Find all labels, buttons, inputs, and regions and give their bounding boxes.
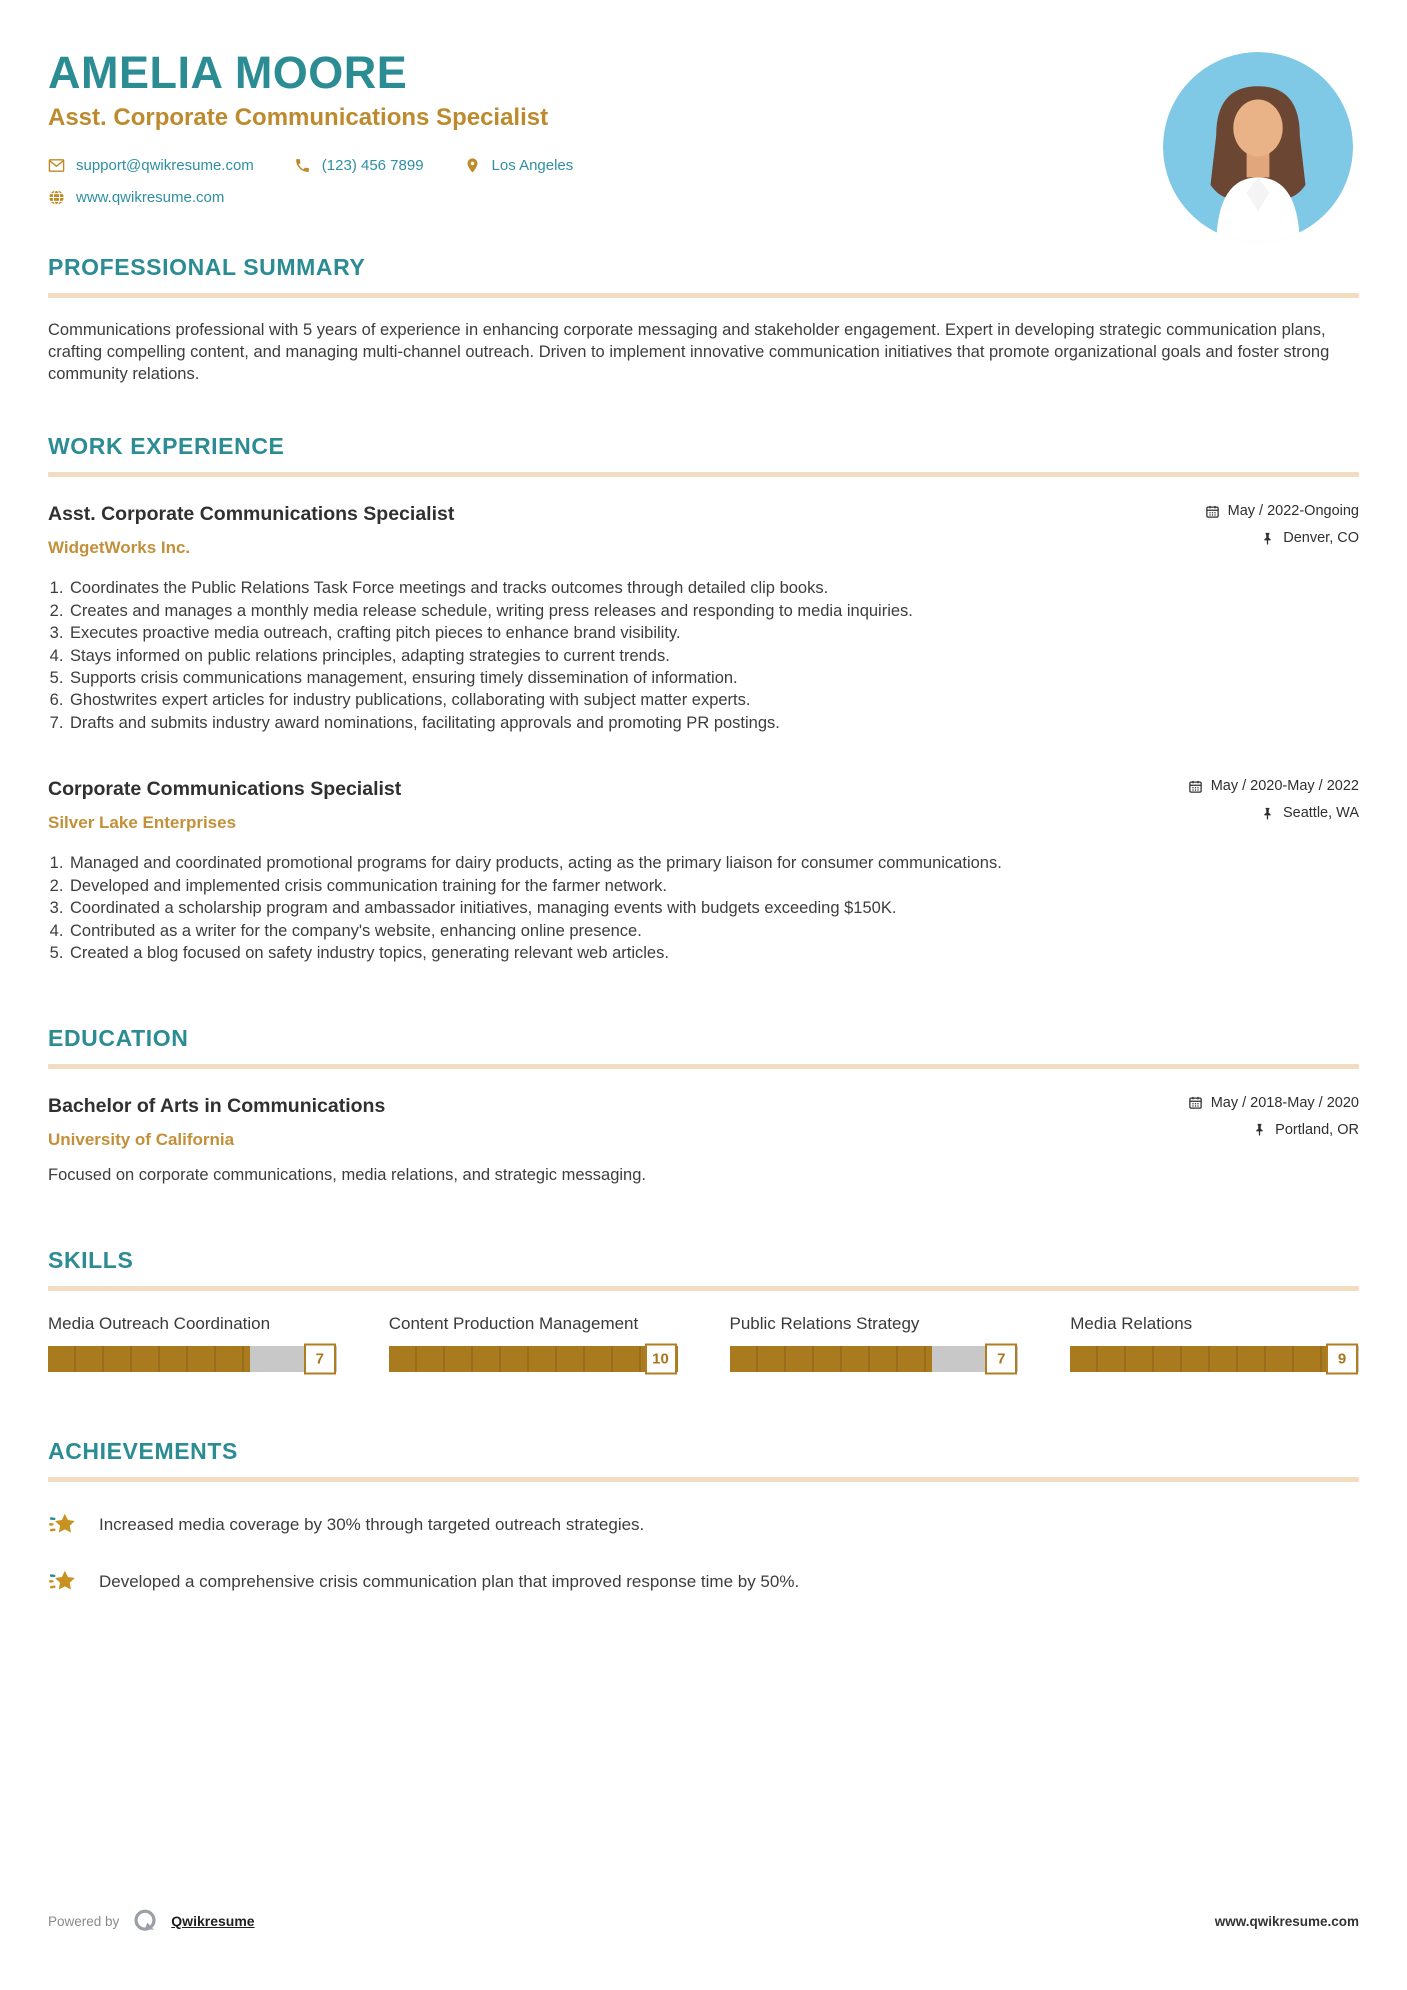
section-achievements [48,1438,1359,1597]
contact-email-text: support@qwikresume.com [76,157,254,174]
contact-website[interactable] [48,189,224,206]
job-bullet: 4. Stays informed on public relations principles, adapting strategies to current trends. [68,646,1359,667]
section-divider [48,1286,1359,1291]
candidate-name: AMELIA MOORE [48,47,408,98]
skill-value-badge: 7 [985,1343,1017,1374]
achievement-star-icon [48,1567,78,1597]
achievement-text: Developed a comprehensive crisis communication plan that improved response time by 50%. [99,1571,800,1591]
pushpin-icon [1260,806,1275,821]
achievement-star-icon [48,1510,78,1540]
summary-heading: PROFESSIONAL SUMMARY [48,254,366,280]
job-bullet: 2. Developed and implemented crisis communication training for the farmer network. [68,876,1359,897]
section-education [48,1025,1359,1185]
contact-website-text: www.qwikresume.com [76,189,225,206]
job-entry [48,778,1359,964]
education-school: University of California [48,1129,235,1149]
qwikresume-link[interactable]: Qwikresume [171,1913,255,1929]
skill-value-badge: 9 [1326,1343,1358,1374]
skill-bar-fill [1070,1346,1330,1372]
globe-icon [48,189,65,206]
skill-label: Content Production Management [388,1313,639,1333]
job-bullet: 3. Coordinated a scholarship program and ambassador initiatives, managing events with budgets exceeding $150K. [68,898,1359,919]
profile-photo [1163,52,1353,242]
job-title: Corporate Communications Specialist [48,778,402,801]
job-entry [48,503,1359,734]
section-work-experience [48,433,1359,964]
job-title: Asst. Corporate Communications Specialist [48,503,455,526]
skill-value-badge: 7 [304,1343,336,1374]
skill-item [48,1313,337,1372]
contact-phone-text: (123) 456 7899 [321,157,424,174]
education-heading: EDUCATION [48,1024,189,1051]
section-divider [48,1064,1359,1069]
envelope-icon [48,157,65,174]
education-note: Focused on corporate communications, media relations, and strategic messaging. [48,1165,646,1184]
job-bullet: 5. Supports crisis communications management, ensuring timely dissemination of information. [68,668,1359,689]
skill-item [730,1313,1019,1372]
job-bullet: 4. Contributed as a writer for the company's website, enhancing online presence. [68,921,1359,942]
section-divider [48,472,1359,477]
contact-location-text: Los Angeles [491,157,574,174]
pushpin-icon [1260,531,1275,546]
achievements-heading: ACHIEVEMENTS [48,1437,238,1464]
education-entry [48,1095,1359,1185]
job-bullet: 7. Drafts and submits industry award nominations, facilitating approvals and promoting PR postings. [68,713,1359,734]
pushpin-icon [1252,1122,1267,1137]
skill-bar-fill [730,1346,932,1372]
job-location: Denver, CO [1283,530,1359,547]
skills-grid [48,1313,1359,1372]
contact-location [464,157,574,174]
achievements-list [48,1510,1359,1597]
skill-bar-fill [389,1346,678,1372]
achievement-item [48,1510,1359,1540]
calendar-icon [1205,504,1220,519]
resume-header [48,47,1359,206]
job-bullet: 1. Managed and coordinated promotional programs for dairy products, acting as the primary liaison for consumer communications. [68,853,1359,874]
job-bullet-list [68,578,1359,734]
skill-label: Media Relations [1070,1313,1193,1333]
section-divider [48,1477,1359,1482]
skill-bar [389,1346,678,1372]
website-row [48,189,1099,206]
education-degree: Bachelor of Arts in Communications [48,1094,386,1117]
contact-email[interactable] [48,157,254,174]
candidate-title: Asst. Corporate Communications Specialist [48,104,549,131]
job-bullet: 3. Executes proactive media outreach, crafting pitch pieces to enhance brand visibility. [68,623,1359,644]
skill-bar [48,1346,337,1372]
achievement-item [48,1567,1359,1597]
skill-item [389,1313,678,1372]
skill-value-badge: 10 [645,1343,677,1374]
section-summary [48,254,1359,385]
skill-bar [1070,1346,1359,1372]
skill-label: Media Outreach Coordination [48,1313,271,1333]
section-skills [48,1247,1359,1372]
job-bullet: 5. Created a blog focused on safety industry topics, generating relevant web articles. [68,943,1359,964]
job-bullet: 6. Ghostwrites expert articles for industry publications, collaborating with subject matter experts. [68,690,1359,711]
job-location: Seattle, WA [1282,805,1359,822]
job-dates: May / 2020-May / 2022 [1210,778,1359,795]
calendar-icon [1188,779,1203,794]
education-dates: May / 2018-May / 2020 [1210,1094,1359,1111]
contact-phone[interactable] [294,157,424,174]
section-divider [48,293,1359,298]
education-location: Portland, OR [1275,1121,1359,1138]
skill-bar [730,1346,1019,1372]
page-footer [48,1848,1359,1934]
job-company: WidgetWorks Inc. [48,538,191,558]
job-bullet: 2. Creates and manages a monthly media release schedule, writing press releases and responding to media inquiries. [68,601,1359,622]
job-bullet-list [68,853,1359,964]
skill-item [1070,1313,1359,1372]
skill-label: Public Relations Strategy [729,1313,920,1333]
job-company: Silver Lake Enterprises [48,813,237,833]
achievement-text: Increased media coverage by 30% through targeted outreach strategies. [99,1514,645,1534]
footer-website: www.qwikresume.com [1214,1913,1359,1929]
phone-icon [294,157,311,174]
work-heading: WORK EXPERIENCE [48,433,285,460]
summary-text: Communications professional with 5 years of experience in enhancing corporate messaging and stakeholder engagement. Expert in developing strategic communication plans, crafting compelling content, and managing multi-channel outreach. Driven to implement innovative communication initiatives that promote organizational goals and foster strong community relations. [48,321,1330,383]
job-bullet: 1. Coordinates the Public Relations Task Force meetings and tracks outcomes through detailed clip books. [68,578,1359,599]
qwikresume-logo-icon [132,1908,158,1934]
calendar-icon [1188,1095,1203,1110]
skills-heading: SKILLS [48,1246,134,1273]
powered-by-label: Powered by [48,1913,120,1929]
contact-row [48,157,1099,174]
skill-bar-fill [48,1346,250,1372]
job-dates: May / 2022-Ongoing [1227,503,1359,520]
location-pin-icon [464,157,481,174]
